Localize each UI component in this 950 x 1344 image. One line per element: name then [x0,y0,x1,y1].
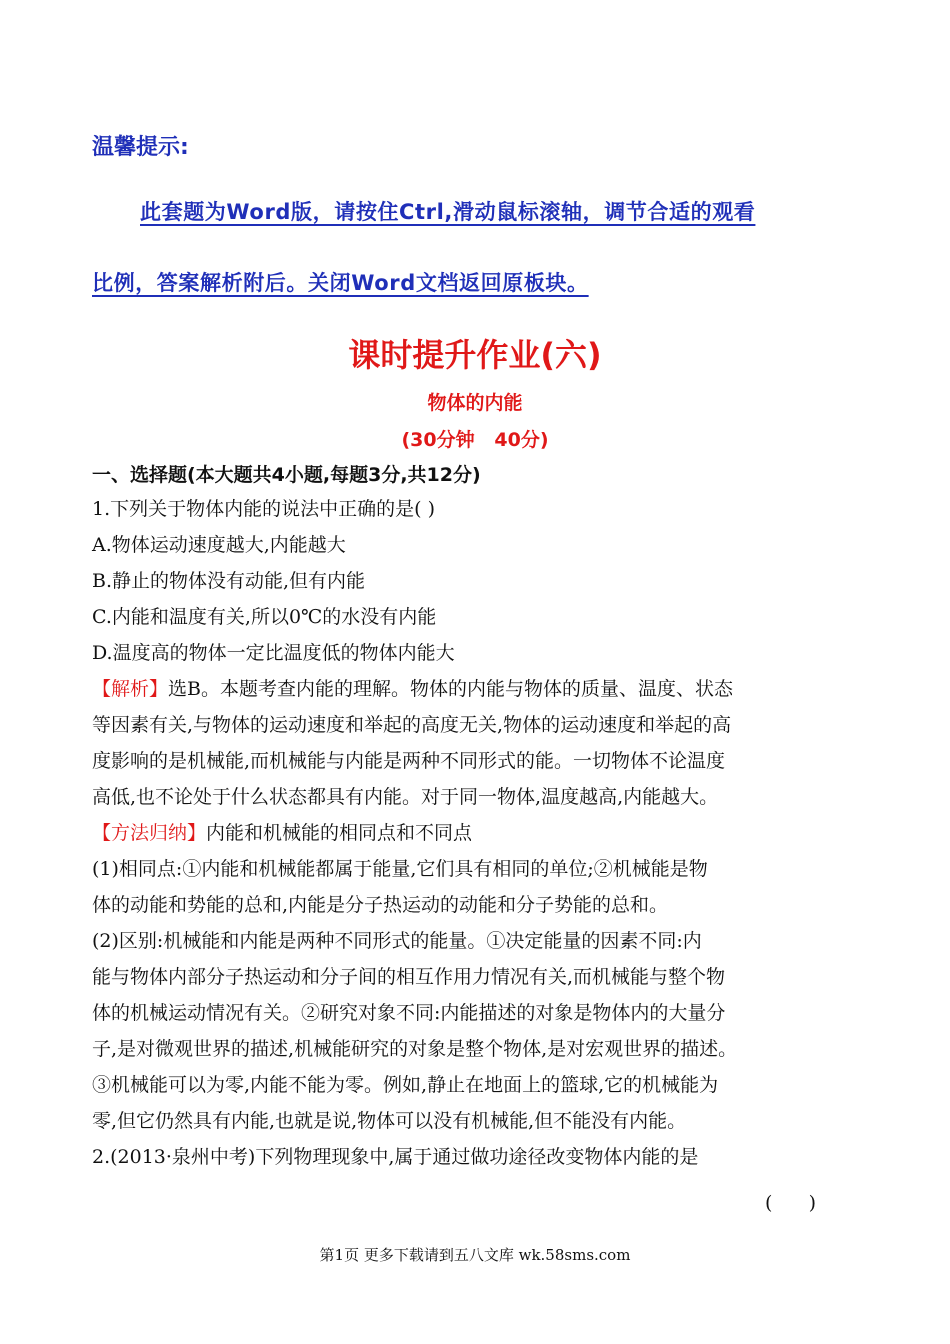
page-footer: 第1页 更多下载请到五八文库 wk.58sms.com [319,1246,631,1264]
option-d: D.温度高的物体一定比温度低的物体内能大 [92,642,455,664]
analysis-line-3: 度影响的是机械能,而机械能与内能是两种不同形式的能。一切物体不论温度 [92,750,726,772]
method-line-6: 子,是对微观世界的描述,机械能研究的对象是整个物体,是对宏观世界的描述。 [92,1038,738,1060]
method-line-5: 体的机械运动情况有关。②研究对象不同:内能描述的对象是物体内的大量分 [92,1002,726,1024]
analysis-text: 选B。本题考查内能的理解。物体的内能与物体的质量、温度、状态 [168,678,733,700]
question-1-stem: 1.下列关于物体内能的说法中正确的是( ) [92,498,435,520]
method-line-8: 零,但它仍然具有内能,也就是说,物体可以没有机械能,但不能没有内能。 [92,1110,687,1132]
method-line-7: ③机械能可以为零,内能不能为零。例如,静止在地面上的篮球,它的机械能为 [92,1074,719,1096]
option-b: B.静止的物体没有动能,但有内能 [92,570,366,592]
question-2-answer-paren: ( ) [765,1192,817,1214]
method-heading [92,820,472,846]
option-a: A.物体运动速度越大,内能越大 [92,534,346,556]
method-line-3: (2)区别:机械能和内能是两种不同形式的能量。①决定能量的因素不同:内 [92,930,702,952]
page-title: 课时提升作业(六) [348,336,602,374]
method-title: 内能和机械能的相同点和不同点 [206,822,473,844]
method-line-2: 体的动能和势能的总和,内能是分子热运动的动能和分子势能的总和。 [92,894,669,916]
tip-line-1: 此套题为Word版，请按住Ctrl,滑动鼠标滚轴，调节合适的观看 [140,200,756,224]
analysis-line-1 [92,676,733,702]
tip-line-2: 比例，答案解析附后。关闭Word文档返回原板块。 [92,271,589,295]
time-score: (30分钟 40分) [401,429,549,451]
analysis-tag: 【解析】 [92,678,169,700]
method-line-4: 能与物体内部分子热运动和分子间的相互作用力情况有关,而机械能与整个物 [92,966,726,988]
option-c: C.内能和温度有关,所以0℃的水没有内能 [92,606,437,628]
method-line-1: (1)相同点:①内能和机械能都属于能量,它们具有相同的单位;②机械能是物 [92,858,708,880]
tip-heading: 温馨提示: [92,135,189,160]
page-subtitle: 物体的内能 [427,392,523,414]
section-heading: 一、选择题(本大题共4小题,每题3分,共12分) [92,464,481,486]
question-2-stem: 2.(2013·泉州中考)下列物理现象中,属于通过做功途径改变物体内能的是 [92,1146,699,1168]
method-tag: 【方法归纳】 [92,822,207,844]
analysis-line-4: 高低,也不论处于什么状态都具有内能。对于同一物体,温度越高,内能越大。 [92,786,719,808]
analysis-line-2: 等因素有关,与物体的运动速度和举起的高度无关,物体的运动速度和举起的高 [92,714,732,736]
